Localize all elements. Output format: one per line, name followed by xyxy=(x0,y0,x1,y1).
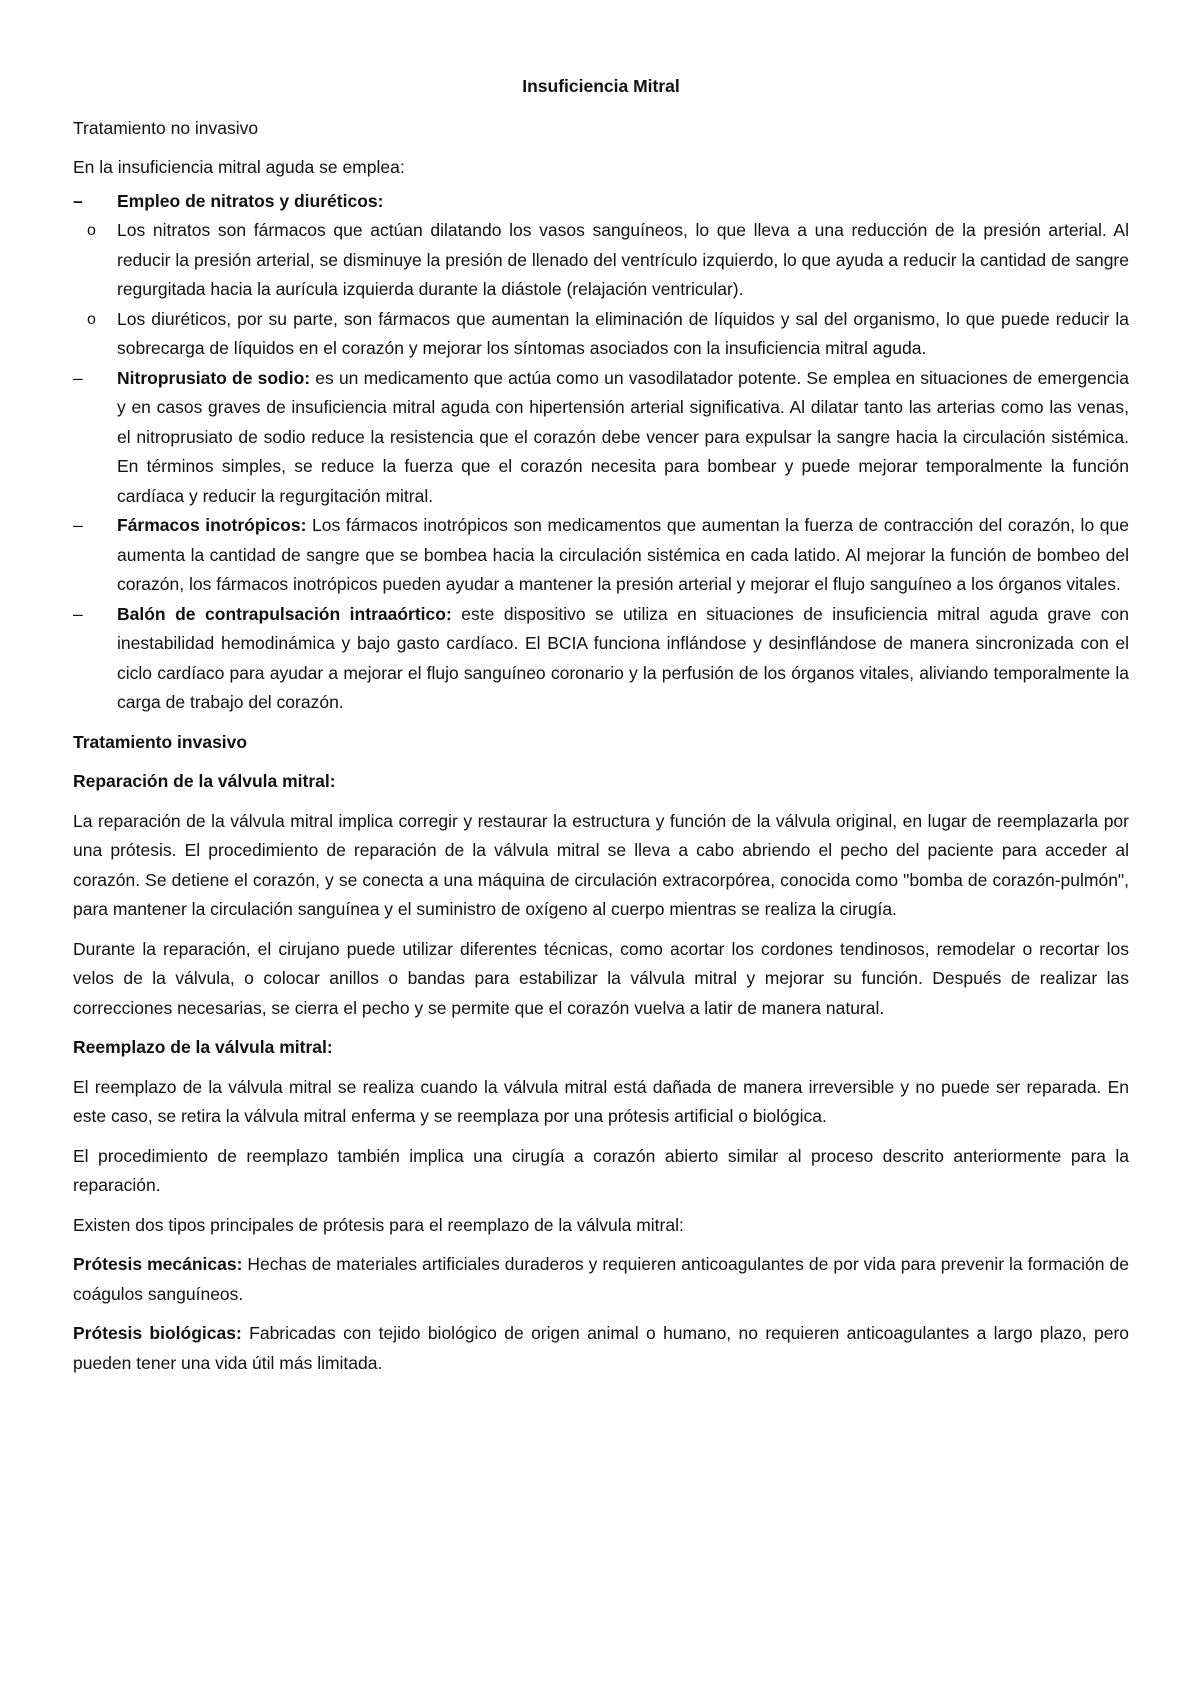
repair-paragraph-2: Durante la reparación, el cirujano puede utilizar diferentes técnicas, como acortar los cordones tendinosos, remodelar o recortar los velos de la válvula, o colocar anillos o bandas para estabilizar la válvula mitral y mejorar su función. Después de realizar las correcciones necesarias, se cierra el pecho y se permite que el corazón vuelva a latir de manera natural. xyxy=(73,938,1129,1018)
sub-item-text: Los diuréticos, por su parte, son fármacos que aumentan la eliminación de líquidos y sal del organismo, lo que puede reducir la sobrecarga de líquidos en el corazón y mejorar los síntomas asociados con la insuficiencia mitral aguda. xyxy=(117,308,1129,358)
subheading-replace xyxy=(73,1033,1129,1063)
treatment-list xyxy=(73,187,1129,718)
item-label: Empleo de nitratos y diuréticos: xyxy=(117,190,384,211)
mechanical-prosthesis-paragraph xyxy=(73,1250,1129,1309)
section-heading-text: Tratamiento invasivo xyxy=(73,731,248,752)
types-intro-paragraph: Existen dos tipos principales de prótesis para el reemplazo de la válvula mitral: xyxy=(73,1214,684,1235)
repair-paragraph-1: La reparación de la válvula mitral implica corregir y restaurar la estructura y función de la válvula original, en lugar de reemplazarla por una prótesis. El procedimiento de reparación de la válvula mitral se lleva a cabo abriendo el pecho del paciente para acceder al corazón. Se detiene el corazón, y se conecta a una máquina de circulación extracorpórea, conocida como "bomba de corazón-pulmón", para mantener la circulación sanguínea y el suministro de oxígeno al cuerpo mientras se realiza la cirugía. xyxy=(73,810,1129,919)
dash-bullet: – xyxy=(73,603,83,624)
biological-prosthesis-paragraph xyxy=(73,1319,1129,1378)
subheading-text: Reparación de la válvula mitral: xyxy=(73,771,336,791)
document-body xyxy=(73,72,1129,1388)
document-title: Insuficiencia Mitral xyxy=(522,76,680,96)
sub-item-text: Los nitratos son fármacos que actúan dilatando los vasos sanguíneos, lo que lleva a una reducción de la presión arterial. Al reducir la presión arterial, se disminuye la presión de llenado del ventrículo izquierdo, lo que ayuda a reducir la cantidad de sangre regurgitada hacia la aurícula izquierda durante la diástole (relajación ventricular). xyxy=(117,220,1129,299)
mechanical-text: Hechas de materiales artificiales duraderos y requieren anticoagulantes de por vida para prevenir la formación de coágulos sanguíneos. xyxy=(73,1254,1129,1304)
item-label: Nitroprusiato de sodio: xyxy=(117,367,311,388)
list-item-inotropicos xyxy=(73,511,1129,600)
item-label: Fármacos inotrópicos: xyxy=(117,515,307,535)
item-text: es un medicamento que actúa como un vasodilatador potente. Se emplea en situaciones de emergencia y en casos graves de insuficiencia mitral aguda con hipertensión arterial significativa. Al dilatar tanto las arterias como las venas, el nitroprusiato de sodio reduce la resistencia que el corazón debe vencer para expulsar la sangre hacia la circulación sistémica. En términos simples, se reduce la fuerza que el corazón necesita para bombear y puede mejorar temporalmente la función cardíaca y reducir la regurgitación mitral. xyxy=(117,367,1130,506)
biological-label: Prótesis biológicas: xyxy=(73,1323,242,1343)
circle-bullet: o xyxy=(87,310,96,328)
subheading-repair xyxy=(73,767,1129,797)
intro-paragraph: En la insuficiencia mitral aguda se emplea: xyxy=(73,157,405,177)
dash-bullet: – xyxy=(73,367,83,388)
subheading-text: Reemplazo de la válvula mitral: xyxy=(73,1037,333,1057)
replace-paragraph-2: El procedimiento de reemplazo también implica una cirugía a corazón abierto similar al proceso descrito anteriormente para la reparación. xyxy=(73,1145,1129,1195)
list-item-balon xyxy=(73,600,1129,718)
biological-text: Fabricadas con tejido biológico de origen animal o humano, no requieren anticoagulantes a largo plazo, pero pueden tener una vida útil más limitada. xyxy=(73,1323,1130,1373)
section-heading-invasive xyxy=(73,728,1129,758)
item-text: Los fármacos inotrópicos son medicamentos que aumentan la fuerza de contracción del corazón, lo que aumenta la cantidad de sangre que se bombea hacia la circulación sistémica en cada latido. Al mejorar la función de bombeo del corazón, los fármacos inotrópicos pueden ayudar a mantener la presión arterial y mejorar el flujo sanguíneo a los órganos vitales. xyxy=(117,515,1129,594)
mechanical-label: Prótesis mecánicas: xyxy=(73,1254,243,1274)
sub-item-nitratos xyxy=(87,216,1129,305)
item-text: este dispositivo se utiliza en situaciones de insuficiencia mitral aguda grave con inestabilidad hemodinámica y bajo gasto cardíaco. El BCIA funciona inflándose y desinflándose de manera sincronizada con el ciclo cardíaco para ayudar a mejorar el flujo sanguíneo coronario y la perfusión de los órganos vitales, aliviando temporalmente la carga de trabajo del corazón. xyxy=(117,603,1130,712)
dash-bullet: – xyxy=(73,515,83,535)
list-item-nitroprusiato xyxy=(73,364,1129,512)
sub-item-diureticos xyxy=(87,305,1129,364)
section-heading-non-invasive: Tratamiento no invasivo xyxy=(73,117,259,138)
dash-bullet: – xyxy=(73,190,83,211)
sub-list xyxy=(87,216,1129,364)
item-label: Balón de contrapulsación intraaórtico: xyxy=(117,603,452,624)
list-item-nitratos xyxy=(73,187,1129,364)
circle-bullet: o xyxy=(87,222,96,239)
replace-paragraph-1: El reemplazo de la válvula mitral se realiza cuando la válvula mitral está dañada de manera irreversible y no puede ser reparada. En este caso, se retira la válvula mitral enferma y se reemplaza por una prótesis artificial o biológica. xyxy=(73,1076,1129,1126)
